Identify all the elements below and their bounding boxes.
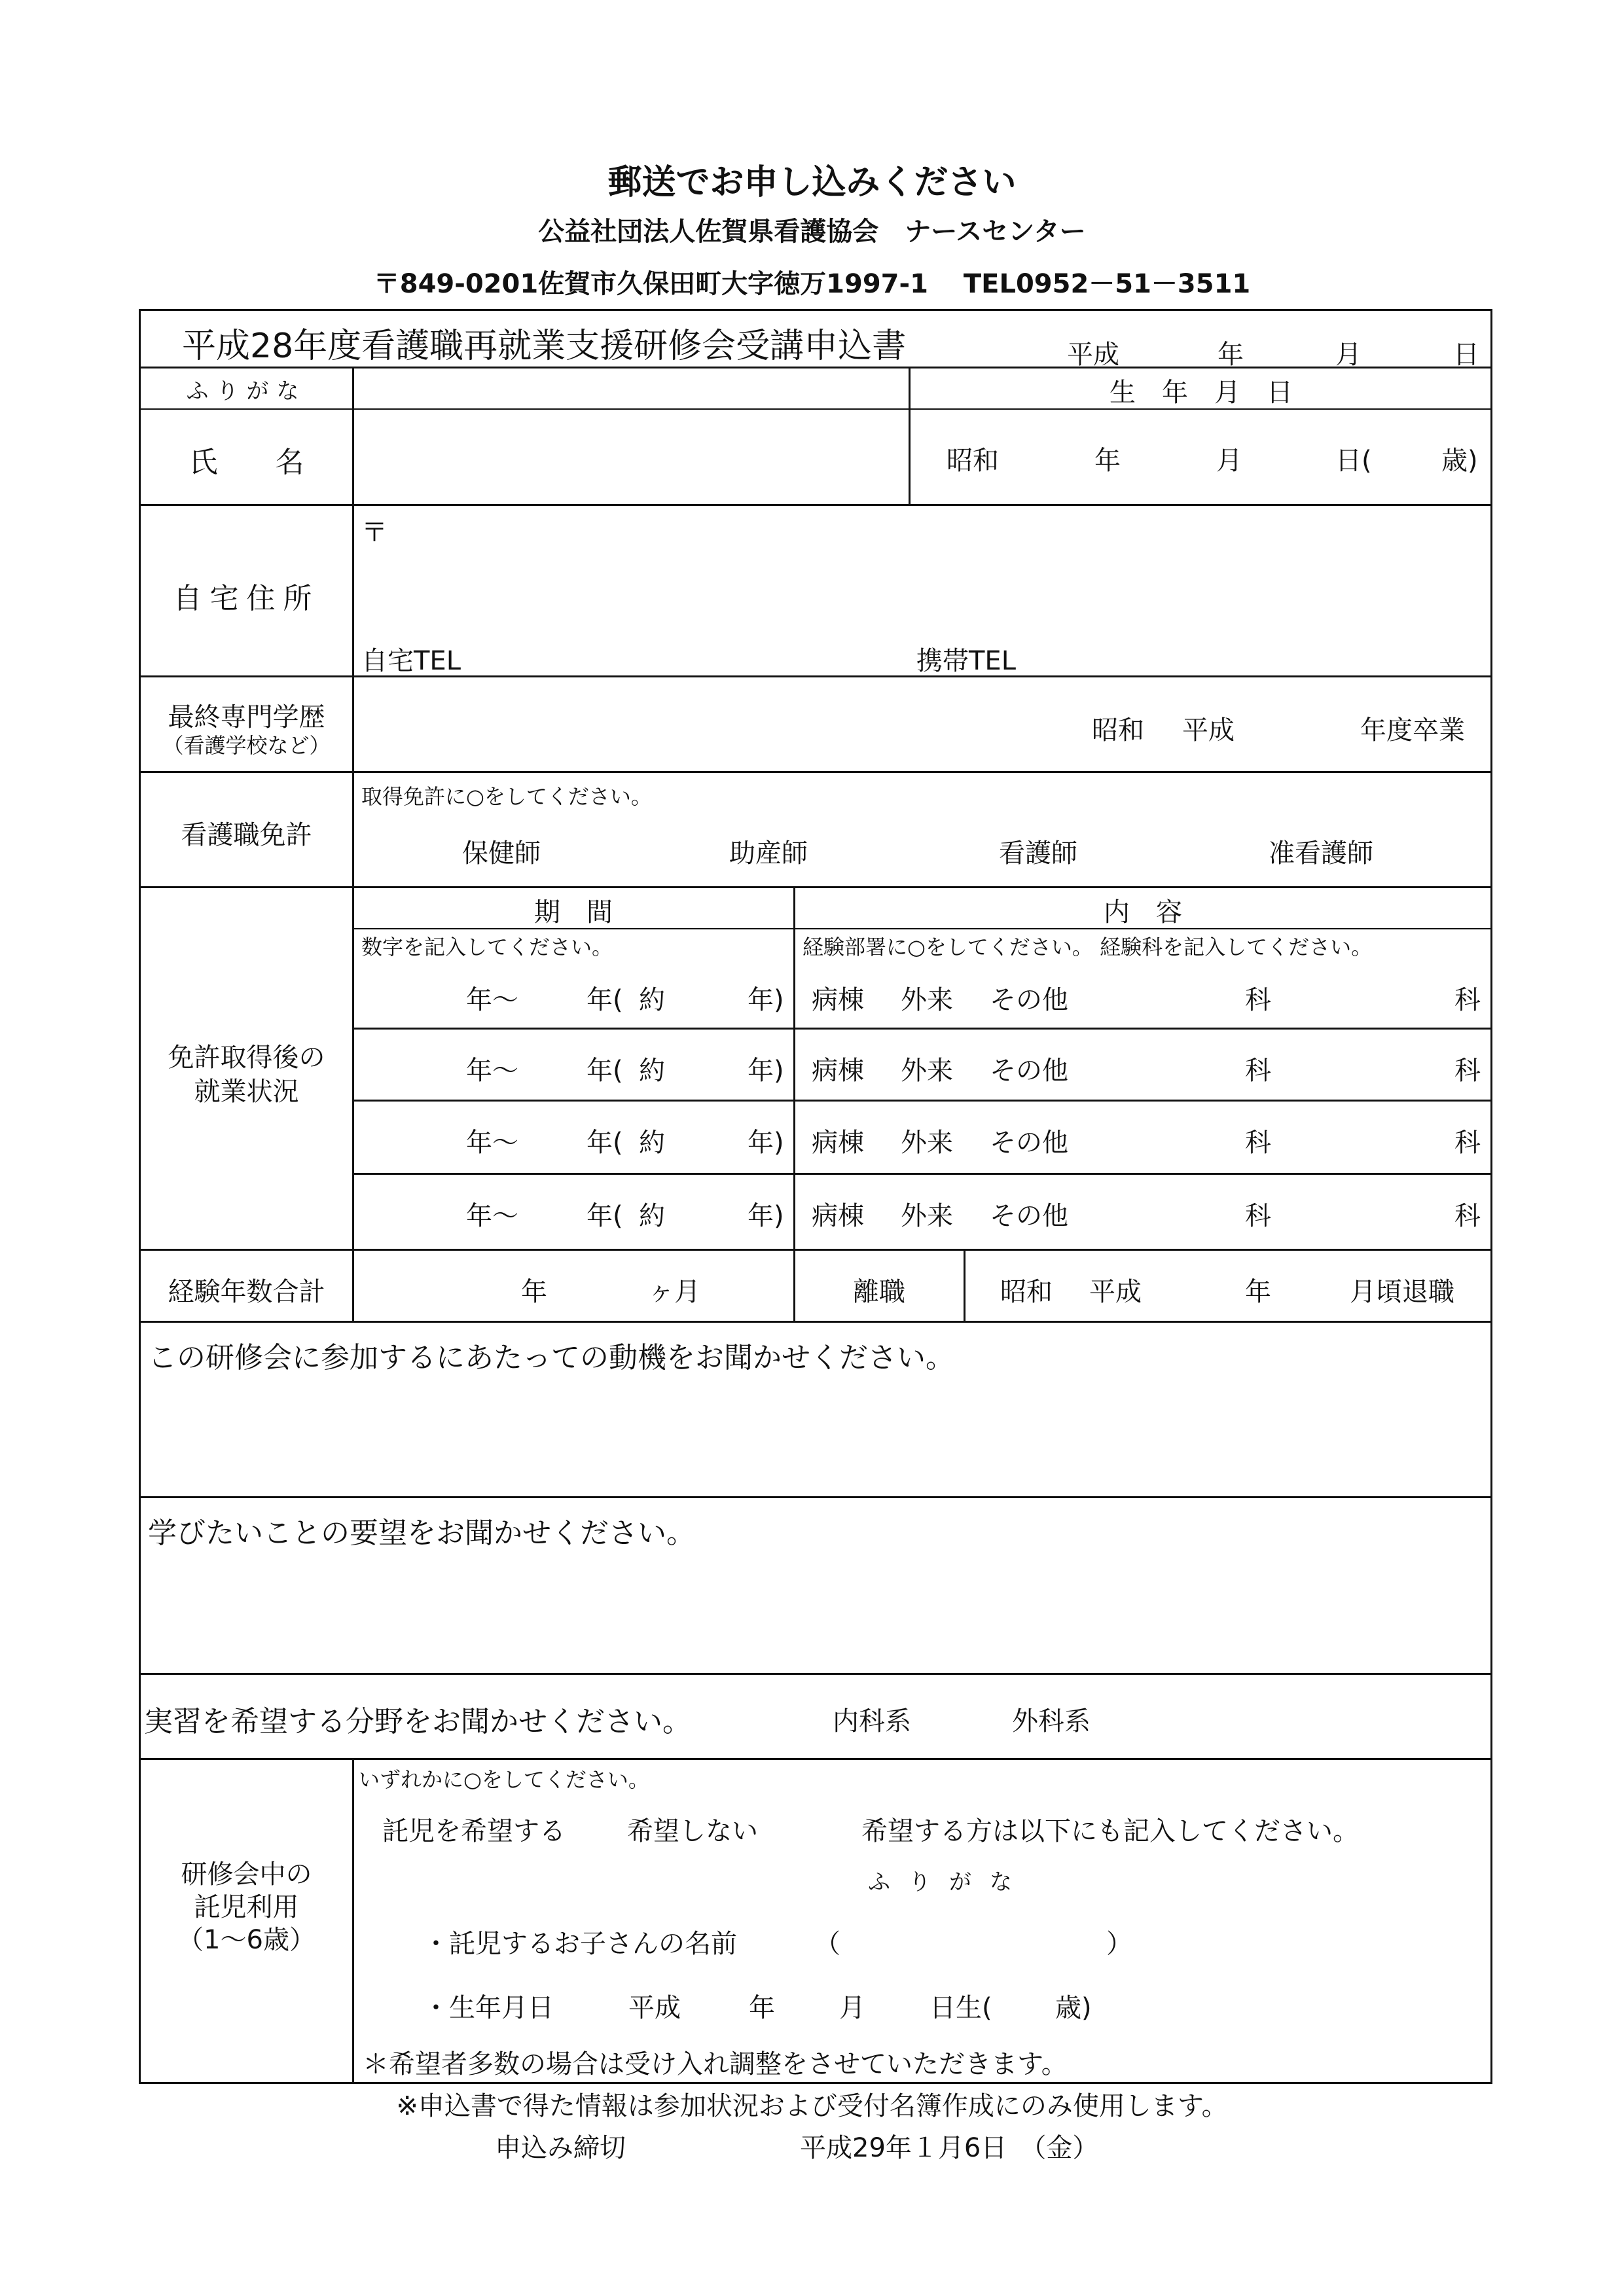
education-sub-label: （看護学校など） [162,733,331,758]
childcare-instruction-2: 希望する方は以下にも記入してください。 [861,1816,1359,1846]
work-department-label: 科 [1454,1056,1481,1086]
work-ward-option[interactable]: 病棟 [812,985,864,1015]
experience-month-label: ヶ月 [648,1277,700,1307]
form-border-bottom [139,2082,1492,2084]
birth-era: 昭和 [947,446,999,476]
home-tel-label: 自宅TEL [361,646,461,676]
work-department-label: 科 [1245,1201,1271,1231]
child-birth-label: ・生年月日 [423,1993,554,2023]
work-period-to: 年( [586,1128,623,1158]
work-approx-year: 年) [748,1201,784,1231]
work-period-from: 年～ [466,1056,518,1086]
deadline-label: 申込み締切 [495,2133,626,2163]
row-line [139,504,1492,506]
work-ward-option[interactable]: 病棟 [812,1201,864,1231]
work-approx-label: 約 [639,1128,665,1158]
organization-name: 公益社団法人佐賀県看護協会 ナースセンター [538,217,1086,247]
row-line [139,1758,1492,1760]
practice-option-surgery[interactable]: 外科系 [1012,1706,1091,1736]
content-instruction: 経験部署に○をしてください。 経験科を記入してください。 [803,935,1373,960]
work-outpatient-option[interactable]: 外来 [901,1128,953,1158]
motivation-question: この研修会に参加するにあたっての動機をお聞かせください。 [148,1341,954,1374]
col-line [352,1758,354,2083]
birth-age-label: 歳) [1441,446,1478,476]
date-day-label: 日 [1453,340,1479,370]
work-approx-year: 年) [748,985,784,1015]
date-era: 平成 [1067,340,1119,370]
work-approx-label: 約 [639,985,665,1015]
form-border-top [139,309,1492,311]
address-input[interactable] [393,511,1486,615]
work-period-to: 年( [586,1201,623,1231]
work-outpatient-option[interactable]: 外来 [901,1201,953,1231]
period-header: 期 間 [534,897,613,927]
work-department-label: 科 [1245,1056,1271,1086]
privacy-notice: ※申込書で得た情報は参加状況および受付名簿作成にのみ使用します。 [396,2091,1228,2121]
birth-month-label: 月 [1216,446,1242,476]
childcare-option-not-want[interactable]: 希望しない [627,1816,758,1846]
content-header: 内 容 [1104,897,1182,927]
resignation-month-label: 月頃退職 [1350,1277,1454,1307]
child-birth-year-label: 年 [749,1993,775,2023]
page-title: 郵送でお申し込みください [607,163,1017,202]
name-input[interactable] [355,411,907,503]
experience-total-label: 経験年数合計 [168,1277,325,1307]
license-option-public-health-nurse[interactable]: 保健師 [462,838,541,869]
work-period-from: 年～ [466,1128,518,1158]
row-line [139,1321,1492,1323]
work-other-option[interactable]: その他 [990,1056,1068,1086]
furigana-label: ふりがな [186,378,307,404]
period-instruction: 数字を記入してください。 [361,935,613,960]
work-period-from: 年～ [466,1201,518,1231]
child-name-open-paren: （ [814,1929,840,1959]
work-outpatient-option[interactable]: 外来 [901,985,953,1015]
row-line [353,1100,1492,1102]
license-option-assistant-nurse[interactable]: 准看護師 [1269,838,1373,869]
work-approx-year: 年) [748,1128,784,1158]
form-border-right [1490,309,1492,2084]
resignation-label: 離職 [853,1277,905,1307]
license-instruction: 取得免許に○をしてください。 [361,784,652,809]
birth-day-label: 日( [1335,446,1372,476]
education-era-heisei: 平成 [1182,715,1235,745]
work-period-from: 年～ [466,985,518,1015]
col-line [964,1249,965,1322]
row-line [139,886,1492,888]
child-name-input[interactable] [844,1919,1093,1956]
license-option-midwife[interactable]: 助産師 [729,838,808,869]
education-graduation-label: 年度卒業 [1360,715,1465,745]
col-line [909,367,911,505]
row-line [353,1173,1492,1175]
childcare-footnote: ＊希望者多数の場合は受け入れ調整をさせていただきます。 [363,2049,1068,2079]
work-department-label: 科 [1245,985,1271,1015]
motivation-answer-area[interactable] [148,1374,1483,1490]
childcare-label-line3: （1～6歳） [177,1925,316,1955]
work-history-label-line1: 免許取得後の [168,1043,325,1073]
work-approx-label: 約 [639,1056,665,1086]
furigana-input[interactable] [355,369,907,407]
work-other-option[interactable]: その他 [990,985,1068,1015]
work-ward-option[interactable]: 病棟 [812,1128,864,1158]
work-approx-year: 年) [748,1056,784,1086]
childcare-label-line2: 託児利用 [194,1892,299,1922]
child-name-close-paren: ） [1106,1929,1132,1959]
license-label: 看護職免許 [181,820,312,850]
col-line [793,886,795,1323]
resignation-era-showa: 昭和 [1000,1277,1053,1307]
learning-request-answer-area[interactable] [148,1550,1483,1665]
child-birth-month-label: 月 [839,1993,865,2023]
work-history-label-line2: 就業状況 [194,1077,299,1107]
work-department-label: 科 [1454,985,1481,1015]
col-line [352,367,354,1323]
childcare-instruction: いずれかに○をしてください。 [359,1767,649,1792]
experience-year-label: 年 [521,1277,547,1307]
childcare-label-line1: 研修会中の [181,1859,312,1890]
work-period-to: 年( [586,1056,623,1086]
resignation-year-label: 年 [1245,1277,1271,1307]
license-option-nurse[interactable]: 看護師 [999,838,1077,869]
resignation-era-heisei: 平成 [1089,1277,1142,1307]
address-label: 自宅住所 [173,582,320,615]
row-line [353,1028,1492,1030]
work-period-to: 年( [586,985,623,1015]
row-line [139,1496,1492,1498]
child-name-label: ・託児するお子さんの名前 [423,1929,737,1959]
child-birth-age-label: 歳) [1055,1993,1092,2023]
work-department-label: 科 [1454,1201,1481,1231]
work-ward-option[interactable]: 病棟 [812,1056,864,1086]
practice-field-question: 実習を希望する分野をお聞かせください。 [144,1705,691,1738]
practice-option-internal-medicine[interactable]: 内科系 [833,1706,911,1736]
row-line [139,1249,1492,1251]
organization-address: 〒849-0201佐賀市久保田町大字徳万1997-1 TEL0952－51－3511 [373,269,1251,299]
date-year-label: 年 [1218,340,1244,370]
row-line [139,1673,1492,1675]
name-label: 氏 名 [189,446,304,479]
childcare-option-want[interactable]: 託児を希望する [382,1816,566,1846]
education-label: 最終専門学歴 [168,702,325,732]
birth-year-label: 年 [1094,446,1121,476]
form-title: 平成28年度看護職再就業支援研修会受講申込書 [182,327,907,366]
postal-mark: 〒 [361,518,388,548]
work-department-label: 科 [1454,1128,1481,1158]
mobile-tel-label: 携帯TEL [916,646,1016,676]
learning-request-question: 学びたいことの要望をお聞かせください。 [148,1516,695,1550]
date-month-label: 月 [1335,340,1362,370]
child-birth-day-label: 日生( [929,1993,992,2023]
education-era-showa: 昭和 [1092,715,1144,745]
deadline-date: 平成29年１月6日 （金） [800,2133,1099,2163]
child-furigana-label: ふりがな [868,1869,1030,1895]
row-line [139,675,1492,677]
work-other-option[interactable]: その他 [990,1128,1068,1158]
work-department-label: 科 [1245,1128,1271,1158]
child-birth-era: 平成 [628,1993,681,2023]
row-line [139,771,1492,773]
work-approx-label: 約 [639,1201,665,1231]
work-other-option[interactable]: その他 [990,1201,1068,1231]
work-outpatient-option[interactable]: 外来 [901,1056,953,1086]
birth-date-header: 生 年 月 日 [1110,378,1293,408]
